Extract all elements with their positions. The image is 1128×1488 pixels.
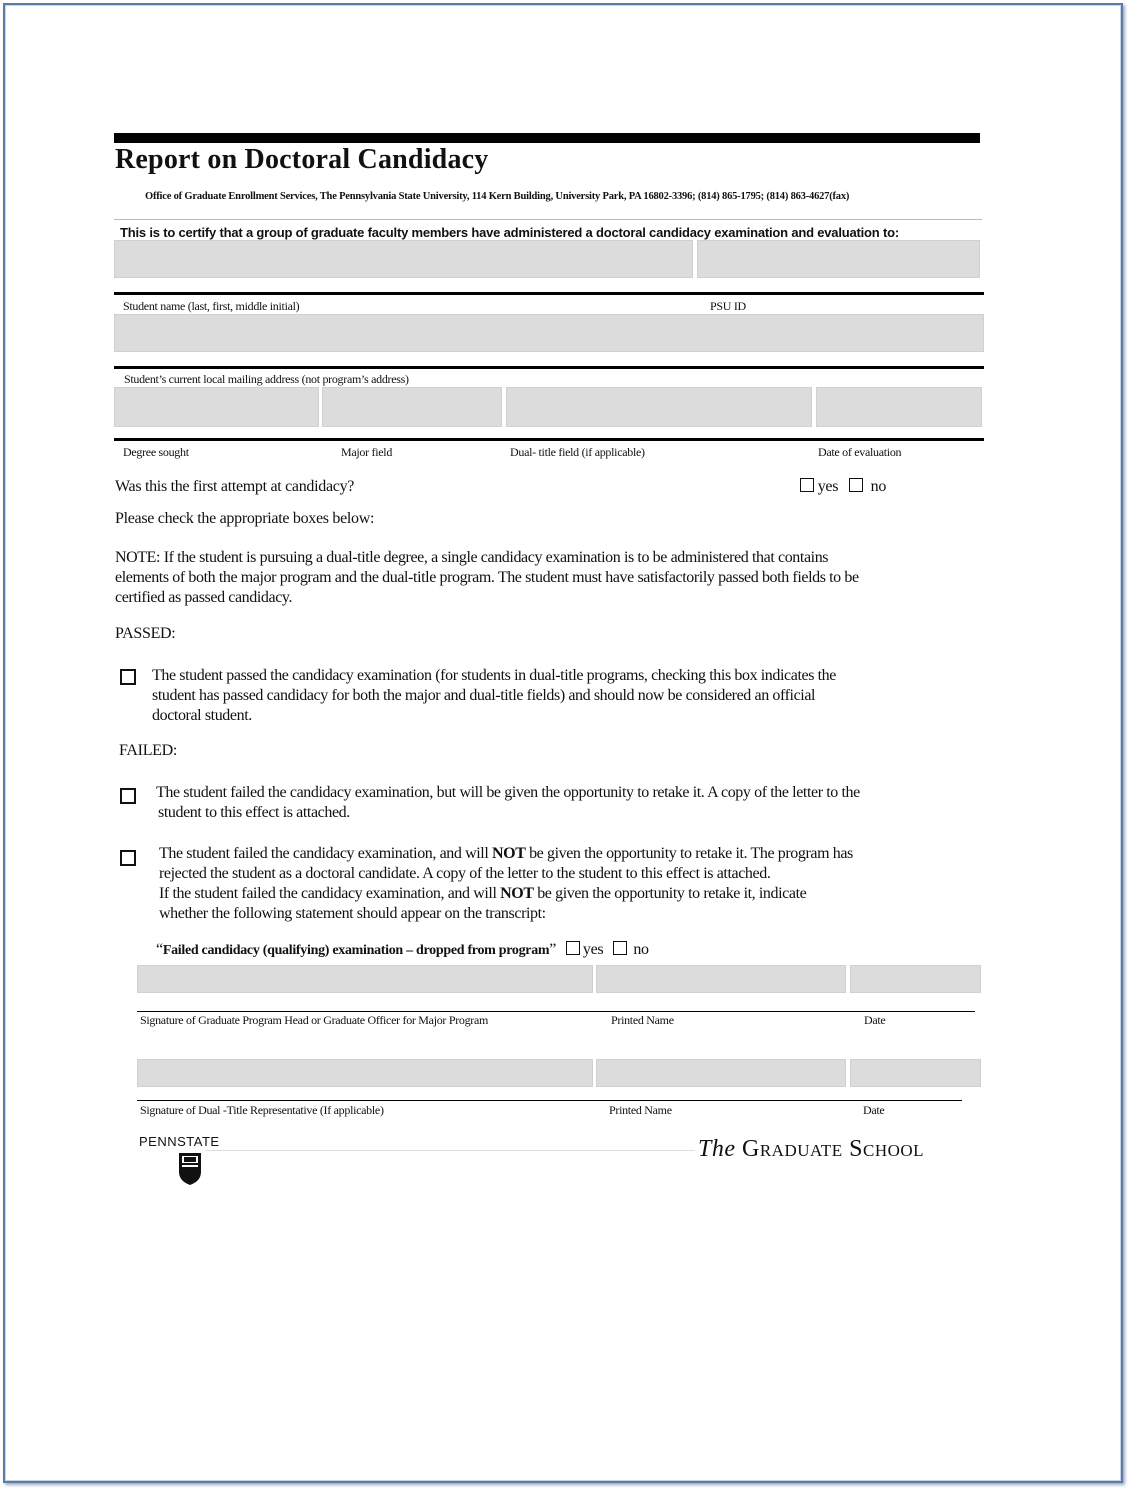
no-label: no	[870, 478, 887, 495]
dual-title-label: Dual- title field (if applicable)	[510, 445, 645, 459]
failed-line: rejected the student as a doctoral candidate. A copy of the letter to the student to this effect is attached.	[159, 865, 771, 882]
failed-heading: FAILED:	[119, 742, 178, 759]
office-address: Office of Graduate Enrollment Services, The Pennsylvania State University, 114 Kern Building, University Park, PA 16802-3396; (814) 865-1795; (814) 863-4627(fax)	[145, 191, 850, 202]
yes-label: yes	[582, 941, 604, 958]
date-eval-label: Date of evaluation	[818, 445, 902, 459]
failed-no-retake-text	[159, 844, 853, 924]
head-signature-label: Signature of Graduate Program Head or Graduate Officer for Major Program	[140, 1013, 489, 1027]
note-paragraph	[115, 548, 859, 608]
failed-retake-text	[156, 783, 860, 823]
address-label: Student’s current local mailing address (not program’s address)	[124, 372, 409, 386]
failed-line: student to this effect is attached.	[158, 804, 350, 821]
yes-label: yes	[817, 478, 839, 495]
failed-no-retake-checkbox[interactable]	[120, 850, 136, 866]
head-signature-input[interactable]	[137, 965, 593, 993]
header-rule	[114, 133, 980, 143]
passed-heading: PASSED:	[115, 625, 176, 642]
address-input[interactable]	[114, 314, 984, 352]
date-label: Date	[864, 1013, 886, 1027]
note-line: NOTE: If the student is pursuing a dual-title degree, a single candidacy examination is to be administered that contains	[115, 549, 829, 566]
note-line: certified as passed candidacy.	[115, 589, 293, 606]
dual-date-input[interactable]	[850, 1059, 981, 1087]
first-attempt-yes-checkbox[interactable]	[800, 478, 814, 492]
first-attempt-no-checkbox[interactable]	[849, 478, 863, 492]
date-eval-input[interactable]	[816, 387, 982, 427]
failed-line: If the student failed the candidacy examination, and will NOT be given the opportunity to retake it, indicate	[159, 885, 807, 902]
student-name-label: Student name (last, first, middle initial)	[123, 299, 300, 313]
passed-line: student has passed candidacy for both the major and dual-title fields) and should now be considered an official	[152, 687, 816, 704]
pennstate-shield-icon	[178, 1152, 202, 1186]
note-line: elements of both the major program and the dual-title program. The student must have satisfactorily passed both fields to be	[115, 569, 859, 586]
signature-line	[137, 1011, 975, 1012]
student-name-input[interactable]	[114, 240, 693, 278]
divider	[114, 219, 982, 220]
psu-id-label: PSU ID	[710, 299, 746, 313]
degree-input[interactable]	[114, 387, 319, 427]
passed-line: The student passed the candidacy examination (for students in dual-title programs, checking this box indicates the	[152, 667, 836, 684]
printed-name-label: Printed Name	[609, 1103, 672, 1117]
dual-title-input[interactable]	[506, 387, 812, 427]
passed-line: doctoral student.	[152, 707, 252, 724]
field-rule	[114, 366, 984, 369]
transcript-statement-row: “Failed candidacy (qualifying) examination – dropped from program” yes no	[156, 941, 649, 958]
field-rule	[114, 438, 984, 441]
page-title: Report on Doctoral Candidacy	[115, 144, 489, 175]
certify-statement: This is to certify that a group of graduate faculty members have administered a doctoral candidacy examination and evaluation to:	[120, 225, 899, 240]
failed-line: The student failed the candidacy examination, and will NOT be given the opportunity to retake it. The program has	[159, 845, 853, 862]
failed-line: The student failed the candidacy examination, but will be given the opportunity to retake it. A copy of the letter to the	[156, 784, 860, 801]
dual-signature-input[interactable]	[137, 1059, 593, 1087]
passed-checkbox[interactable]	[120, 669, 136, 685]
no-label: no	[633, 941, 649, 958]
check-boxes-instruction: Please check the appropriate boxes below:	[115, 510, 375, 527]
field-rule	[114, 292, 984, 295]
head-date-input[interactable]	[850, 965, 981, 993]
dual-signature-label: Signature of Dual -Title Representative (If applicable)	[140, 1103, 384, 1117]
footer-divider	[205, 1150, 695, 1151]
printed-name-label: Printed Name	[611, 1013, 674, 1027]
first-attempt-question: Was this the first attempt at candidacy?	[115, 478, 355, 495]
graduate-school-logo: The Graduate School	[698, 1136, 925, 1162]
head-printed-name-input[interactable]	[596, 965, 846, 993]
transcript-no-checkbox[interactable]	[613, 941, 627, 955]
transcript-statement: Failed candidacy (qualifying) examination – dropped from program	[162, 943, 550, 958]
date-label: Date	[863, 1103, 885, 1117]
signature-line	[137, 1100, 962, 1101]
major-label: Major field	[341, 445, 393, 459]
passed-text	[152, 666, 836, 726]
dual-printed-name-input[interactable]	[596, 1059, 846, 1087]
failed-retake-checkbox[interactable]	[120, 788, 136, 804]
failed-line: whether the following statement should appear on the transcript:	[159, 905, 546, 922]
psu-id-input[interactable]	[697, 240, 980, 278]
major-input[interactable]	[322, 387, 502, 427]
pennstate-logo-text: PENNSTATE	[139, 1134, 220, 1149]
degree-label: Degree sought	[123, 445, 189, 459]
transcript-yes-checkbox[interactable]	[566, 941, 580, 955]
first-attempt-options	[800, 478, 886, 496]
